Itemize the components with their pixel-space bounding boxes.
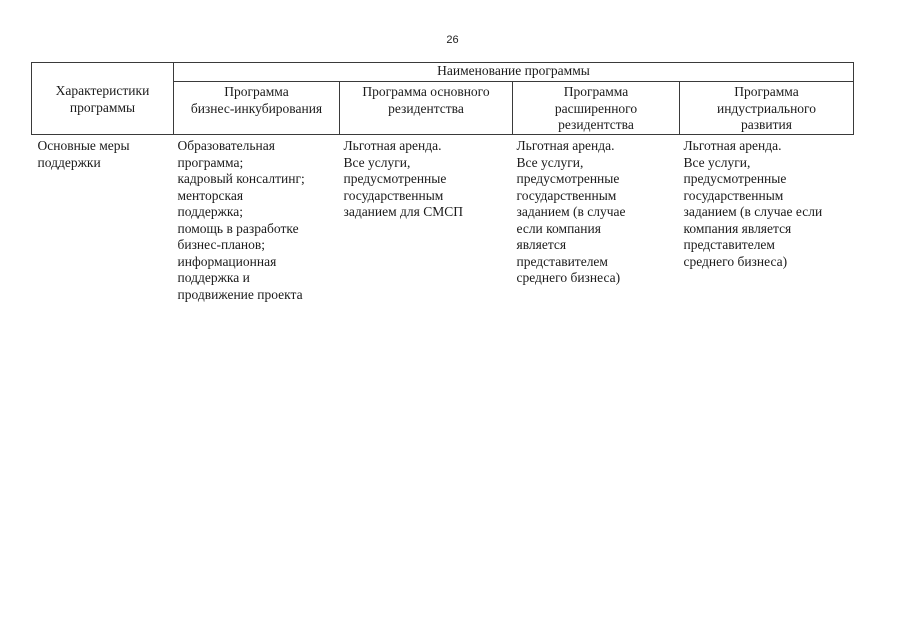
column-header-industrial-development: Программа индустриального развития bbox=[680, 82, 854, 135]
program-comparison-table bbox=[31, 62, 854, 303]
table-cell-extended-residency: Льготная аренда. Все услуги, предусмотренные государственным заданием (в случае если компания является представителем среднего бизнеса) bbox=[516, 138, 626, 285]
row-header-cell: Характеристики программы bbox=[32, 63, 174, 135]
column-header-extended-residency: Программа расширенного резидентства bbox=[513, 82, 680, 135]
row-label-cell: Основные меры поддержки bbox=[37, 138, 130, 170]
table-group-header-row bbox=[32, 63, 854, 82]
table-cell-industrial-development: Льготная аренда. Все услуги, предусмотренные государственным заданием (в случае если компания является представителем среднего бизнеса) bbox=[683, 138, 823, 269]
table-row bbox=[32, 135, 854, 304]
column-header-basic-residency: Программа основного резидентства bbox=[340, 82, 513, 135]
table-cell-incubation: Образовательная программа; кадровый консалтинг; менторская поддержка; помощь в разработке бизнес-планов; информационная поддержка и продвижение проекта bbox=[177, 138, 305, 302]
group-header-cell: Наименование программы bbox=[174, 63, 854, 82]
page-number: 26 bbox=[446, 34, 459, 46]
table-cell-basic-residency: Льготная аренда. Все услуги, предусмотренные государственным заданием для СМСП bbox=[343, 138, 463, 219]
column-header-incubation: Программа бизнес-инкубирования bbox=[174, 82, 340, 135]
